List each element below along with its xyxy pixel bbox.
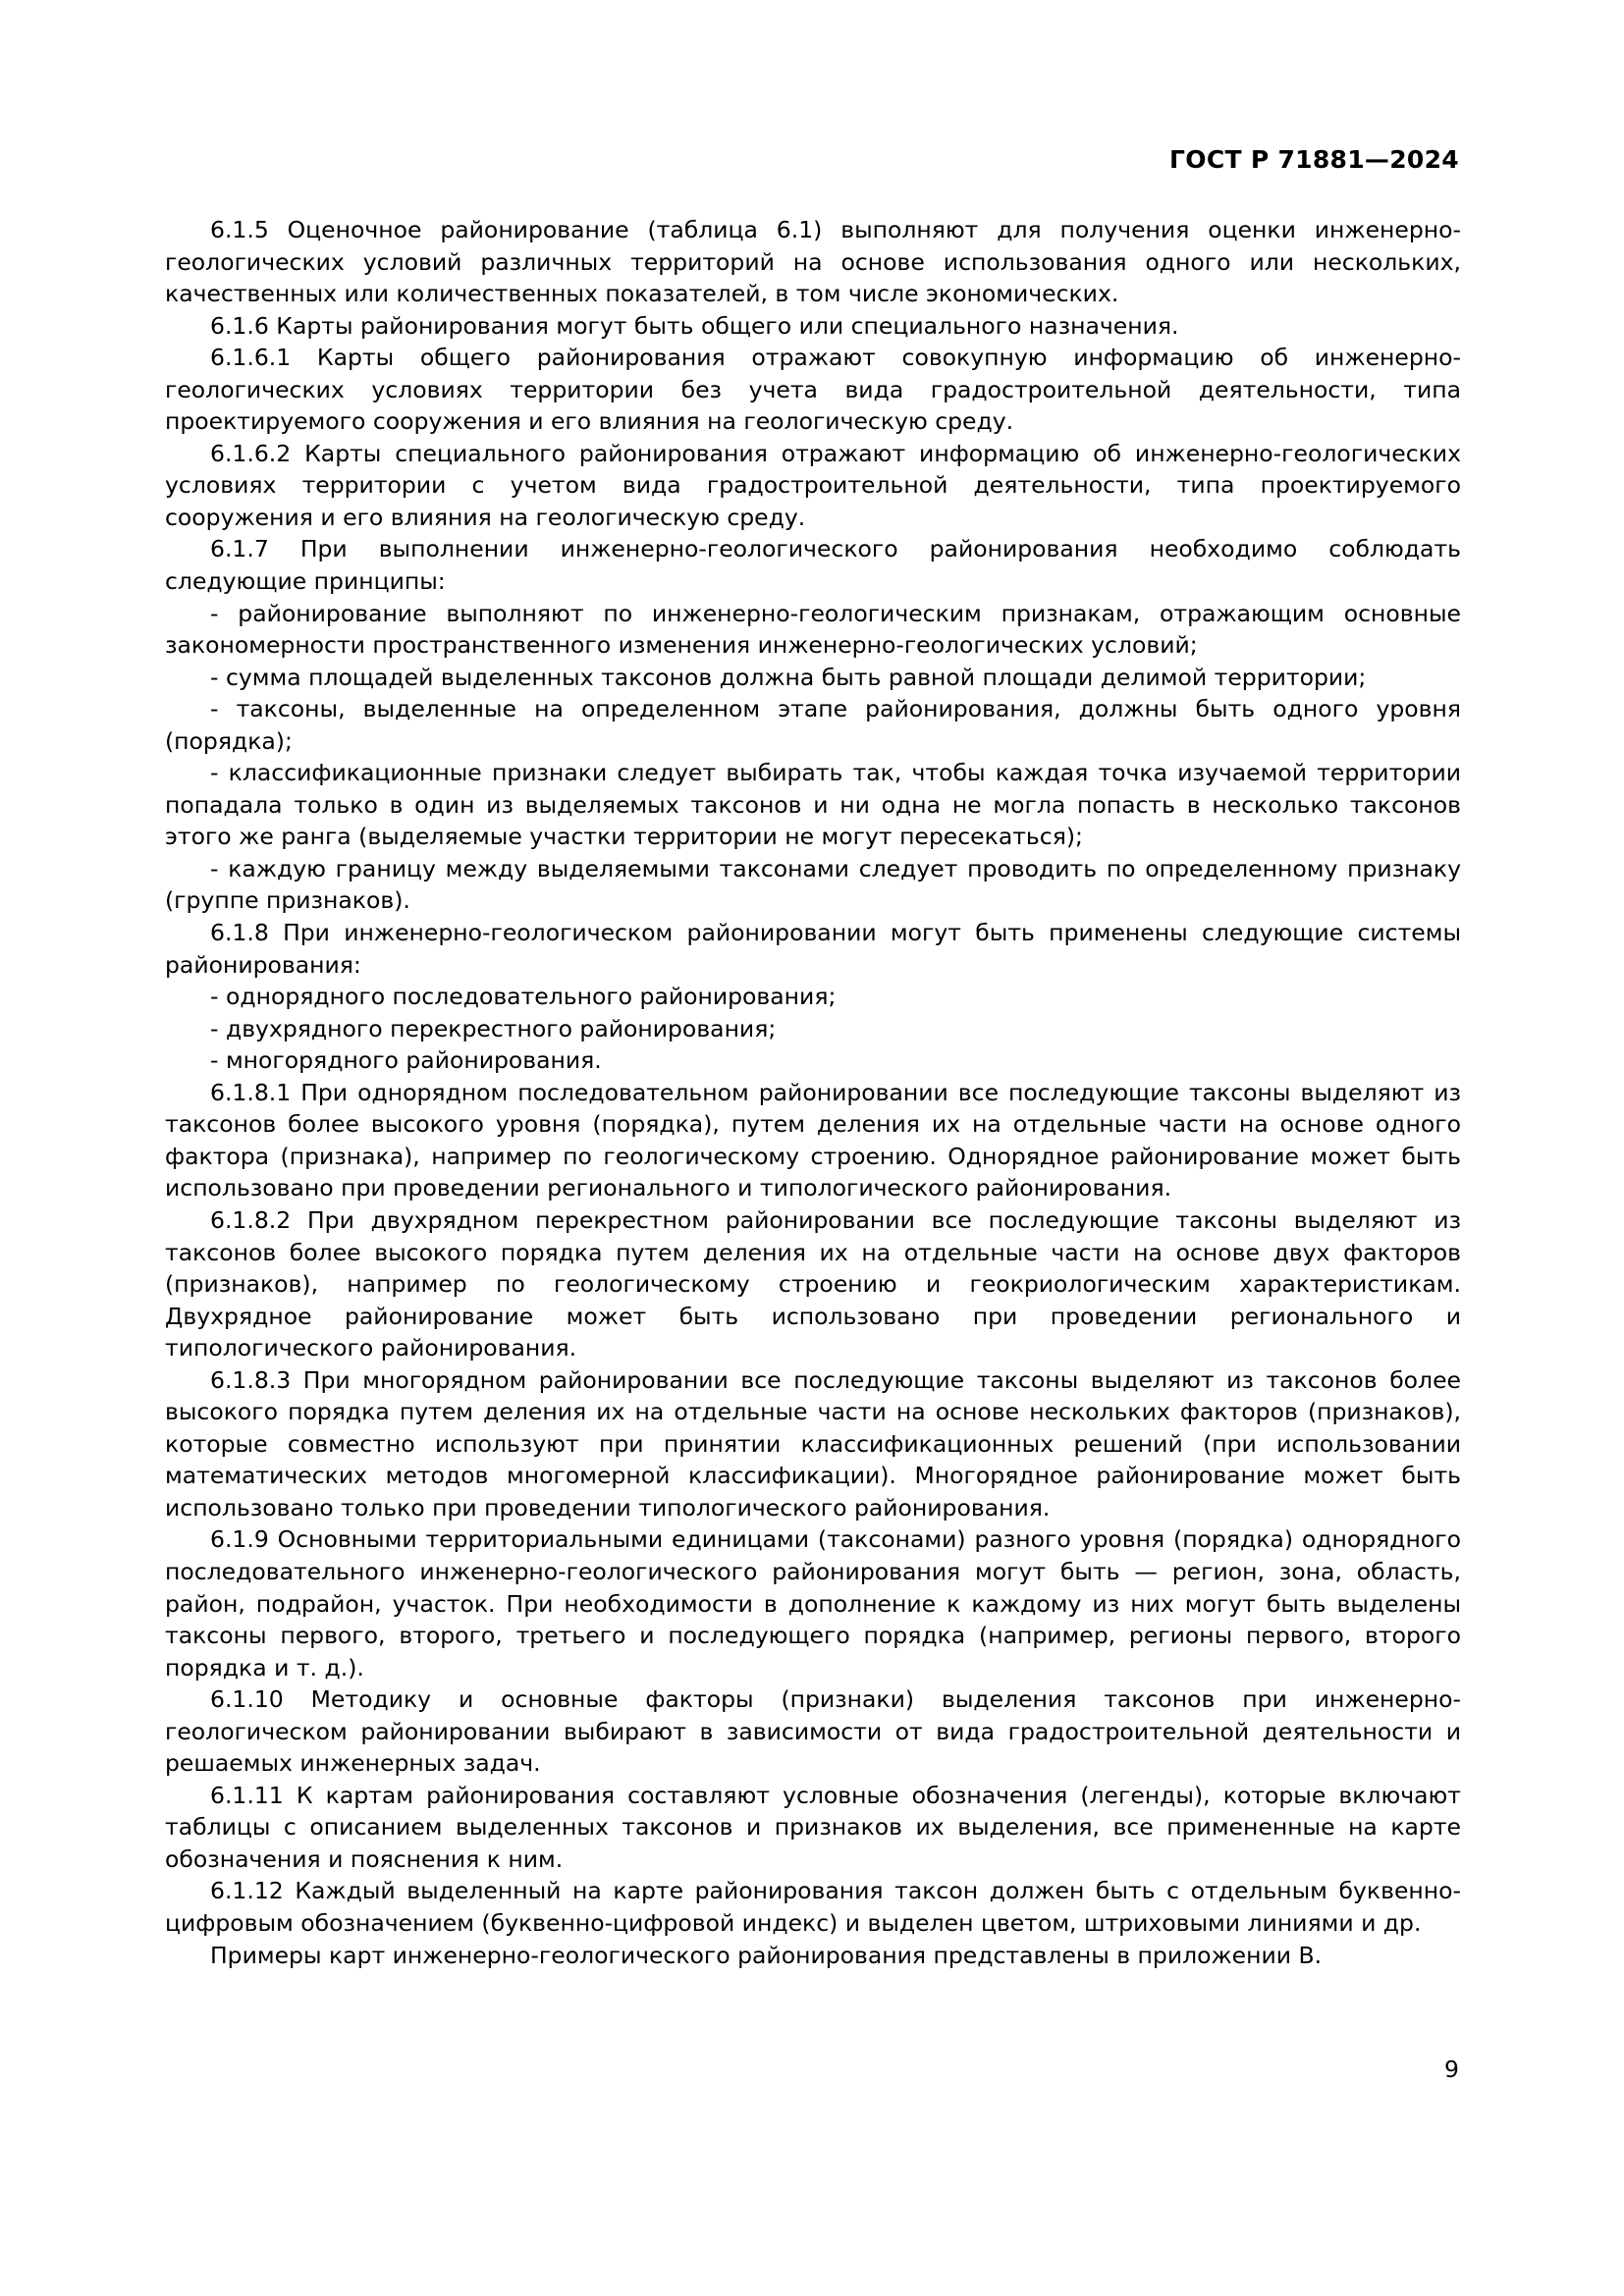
- paragraph: 6.1.10 Методику и основные факторы (признаки) выделения таксонов при инженерно-геологическом районировании выбирают в зависимости от вида градостроительной деятельности и решаемых инженерных задач.: [165, 1685, 1461, 1778]
- paragraph: 6.1.9 Основными территориальными единицами (таксонами) разного уровня (порядка) однорядного последовательного инженерно-геологического районирования могут быть — регион, зона, область, район, подрайон, участок. При необходимости в дополнение к каждому из них могут быть выделены таксоны первого, второго, третьего и последующего порядка (например, регионы первого, второго порядка и т. д.).: [165, 1525, 1461, 1682]
- paragraph: 6.1.5 Оценочное районирование (таблица 6.1) выполняют для получения оценки инженерно-геологических условий различных территорий на основе использования одного или нескольких, качественных или количественных показателей, в том числе экономических.: [165, 216, 1461, 308]
- page-header: ГОСТ Р 71881—2024: [1169, 145, 1459, 174]
- paragraph: 6.1.8.2 При двухрядном перекрестном районировании все последующие таксоны выделяют из таксонов более высокого порядка путем деления их на отдельные части на основе двух факторов (признаков), например по геологическому строению и геокриологическим характеристикам. Двухрядное районирование может быть использовано при проведении регионального и типологического районирования.: [165, 1205, 1461, 1362]
- paragraph: 6.1.8 При инженерно-геологическом районировании могут быть применены следующие системы районирования:: [165, 919, 1461, 979]
- document-body: [165, 214, 1461, 1971]
- list-item: - двухрядного перекрестного районирования;: [210, 1014, 777, 1042]
- paragraph: Примеры карт инженерно-геологического районирования представлены в приложении В.: [210, 1941, 1323, 1969]
- list-item: - классификационные признаки следует выбирать так, чтобы каждая точка изучаемой территории попадала только в один из выделяемых таксонов и ни одна не могла попасть в несколько таксонов этого же ранга (выделяемые участки территории не могут пересекаться);: [165, 759, 1461, 851]
- paragraph: 6.1.6.1 Карты общего районирования отражают совокупную информацию об инженерно-геологических условиях территории без учета вида градостроительной деятельности, типа проектируемого сооружения и его влияния на геологическую среду.: [165, 344, 1461, 436]
- list-item: - районирование выполняют по инженерно-геологическим признакам, отражающим основные закономерности пространственного изменения инженерно-геологических условий;: [165, 599, 1461, 660]
- list-item: - однорядного последовательного районирования;: [210, 983, 837, 1011]
- page-number: 9: [1444, 2056, 1459, 2083]
- list-item: - таксоны, выделенные на определенном этапе районирования, должны быть одного уровня (порядка);: [165, 695, 1461, 755]
- paragraph: 6.1.8.1 При однорядном последовательном районировании все последующие таксоны выделяют из таксонов более высокого уровня (порядка), путем деления их на отдельные части на основе одного фактора (признака), например по геологическому строению. Однорядное районирование может быть использовано при проведении регионального и типологического районирования.: [165, 1078, 1461, 1202]
- paragraph: 6.1.8.3 При многорядном районировании все последующие таксоны выделяют из таксонов более высокого порядка путем деления их на отдельные части на основе нескольких факторов (признаков), которые совместно используют при принятии классификационных решений (при использовании математических методов многомерной классификации). Многорядное районирование может быть использовано только при проведении типологического районирования.: [165, 1365, 1461, 1522]
- list-item: - многорядного районирования.: [210, 1046, 602, 1075]
- list-item: - каждую границу между выделяемыми таксонами следует проводить по определенному признаку (группе признаков).: [165, 854, 1461, 915]
- paragraph: 6.1.12 Каждый выделенный на карте районирования таксон должен быть с отдельным буквенно-цифровым обозначением (буквенно-цифровой индекс) и выделен цветом, штриховыми линиями и др.: [165, 1877, 1461, 1937]
- paragraph: 6.1.6 Карты районирования могут быть общего или специального назначения.: [210, 311, 1179, 340]
- paragraph: 6.1.11 К картам районирования составляют условные обозначения (легенды), которые включают таблицы с описанием выделенных таксонов и признаков их выделения, все примененные на карте обозначения и пояснения к ним.: [165, 1781, 1461, 1873]
- paragraph: 6.1.6.2 Карты специального районирования отражают информацию об инженерно-геологических условиях территории с учетом вида градостроительной деятельности, типа проектируемого сооружения и его влияния на геологическую среду.: [165, 439, 1461, 531]
- list-item: - сумма площадей выделенных таксонов должна быть равной площади делимой территории;: [210, 663, 1367, 691]
- paragraph: 6.1.7 При выполнении инженерно-геологического районирования необходимо соблюдать следующие принципы:: [165, 535, 1461, 596]
